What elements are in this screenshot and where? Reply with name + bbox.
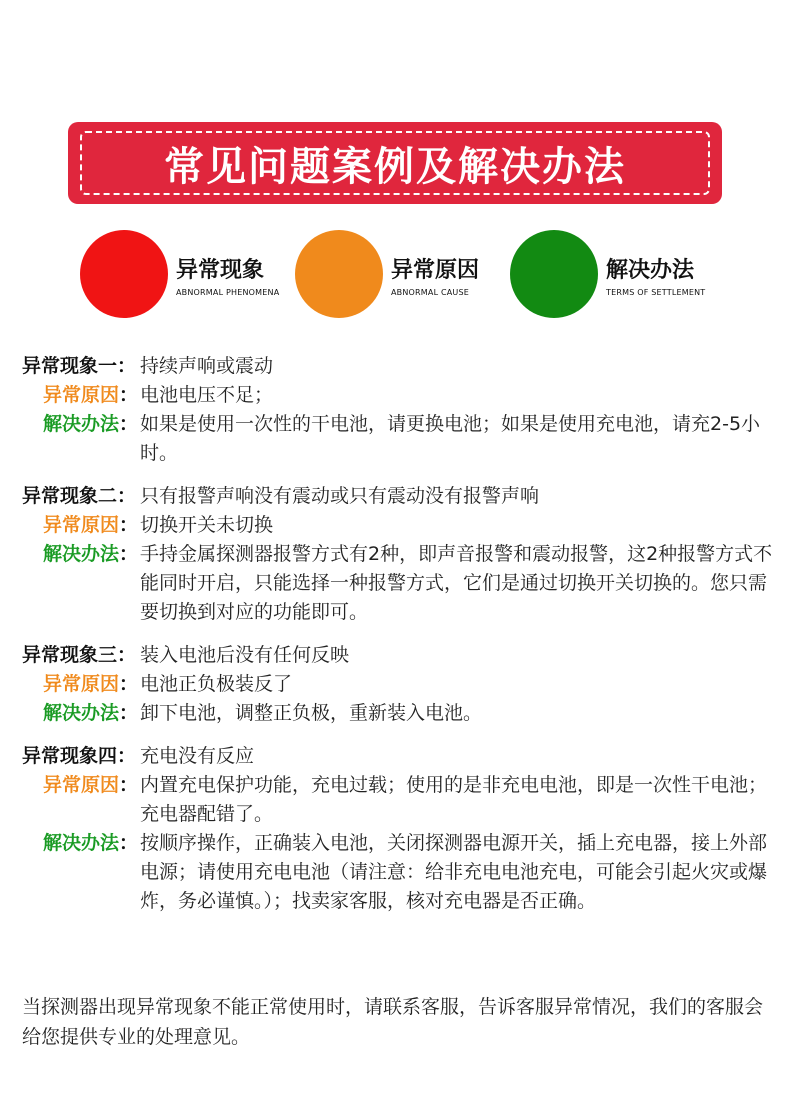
banner-dashed-frame — [80, 131, 710, 195]
separator: ： — [118, 832, 138, 854]
phenomenon-text: 充电没有反应 — [140, 745, 255, 767]
cause-row — [22, 381, 782, 410]
separator: ： — [118, 673, 138, 695]
case-block — [22, 742, 782, 916]
contact-note: 当探测器出现异常现象不能正常使用时，请联系客服，告诉客服异常情况，我们的客服会给您提供专业的处理意见。 — [22, 996, 764, 1048]
solution-label: 解决办法 — [42, 413, 119, 435]
separator: ： — [117, 745, 137, 767]
phenomenon-label: 异常现象四 — [22, 745, 118, 767]
case-block — [22, 482, 782, 627]
solution-text: 如果是使用一次性的干电池，请更换电池；如果是使用充电池，请充2-5小时。 — [140, 413, 761, 464]
solution-row — [22, 829, 782, 916]
phenomenon-label: 异常现象三 — [22, 644, 118, 666]
cause-text: 电池正负极装反了 — [140, 673, 293, 695]
phenomenon-row — [22, 352, 782, 381]
legend-label-cn: 异常现象 — [176, 258, 265, 283]
phenomenon-text: 只有报警声响没有震动或只有震动没有报警声响 — [140, 485, 540, 507]
solution-label: 解决办法 — [42, 543, 119, 565]
separator: ： — [118, 413, 138, 435]
phenomenon-row — [22, 742, 782, 771]
legend-label-cn: 解决办法 — [606, 258, 695, 283]
separator: ： — [118, 384, 138, 406]
separator: ： — [118, 543, 138, 565]
cause-label: 异常原因 — [42, 673, 119, 695]
case-block — [22, 641, 782, 728]
solution-row — [22, 410, 782, 468]
cause-label: 异常原因 — [42, 774, 119, 796]
solution-label: 解决办法 — [42, 832, 119, 854]
cause-text: 切换开关未切换 — [140, 514, 274, 536]
solution-text: 手持金属探测器报警方式有2种，即声音报警和震动报警，这2种报警方式不能同时开启，只能选择一种报警方式，它们是通过切换开关切换的。您只需要切换到对应的功能即可。 — [140, 543, 773, 623]
green-circle-icon — [510, 230, 598, 318]
faq-sections — [22, 352, 782, 930]
solution-text: 按顺序操作，正确装入电池，关闭探测器电源开关，插上充电器，接上外部电源；请使用充电电池（请注意：给非充电电池充电，可能会引起火灾或爆炸，务必谨慎。）；找卖家客服，核对充电器是否正确。 — [140, 832, 768, 912]
page-title: 常见问题案例及解决办法 — [164, 143, 626, 190]
separator: ： — [118, 774, 138, 796]
solution-label: 解决办法 — [42, 702, 119, 724]
cause-label: 异常原因 — [42, 384, 119, 406]
solution-row — [22, 540, 782, 627]
phenomenon-row — [22, 641, 782, 670]
cause-text: 电池电压不足； — [140, 384, 274, 406]
cause-row — [22, 511, 782, 540]
cause-label: 异常原因 — [42, 514, 119, 536]
cause-row — [22, 670, 782, 699]
legend-label-en: ABNORMAL PHENOMENA — [176, 288, 280, 297]
separator: ： — [117, 644, 137, 666]
phenomenon-label: 异常现象二 — [22, 485, 118, 507]
legend-label-en: ABNORMAL CAUSE — [391, 288, 470, 297]
case-block — [22, 352, 782, 468]
solution-row — [22, 699, 782, 728]
legend-label-en: TERMS OF SETTLEMENT — [606, 288, 706, 297]
separator: ： — [118, 702, 138, 724]
phenomenon-text: 装入电池后没有任何反映 — [140, 644, 350, 666]
legend-label-cn: 异常原因 — [391, 258, 480, 283]
title-banner — [68, 122, 722, 204]
legend — [80, 230, 720, 320]
separator: ： — [117, 485, 137, 507]
cause-text: 内置充电保护功能，充电过载；使用的是非充电电池，即是一次性干电池；充电器配错了。 — [140, 774, 768, 825]
phenomenon-row — [22, 482, 782, 511]
phenomenon-label: 异常现象一 — [22, 355, 118, 377]
separator: ： — [117, 355, 137, 377]
solution-text: 卸下电池，调整正负极，重新装入电池。 — [140, 702, 483, 724]
red-circle-icon — [80, 230, 168, 318]
orange-circle-icon — [295, 230, 383, 318]
cause-row — [22, 771, 782, 829]
phenomenon-text: 持续声响或震动 — [140, 355, 274, 377]
separator: ： — [118, 514, 138, 536]
